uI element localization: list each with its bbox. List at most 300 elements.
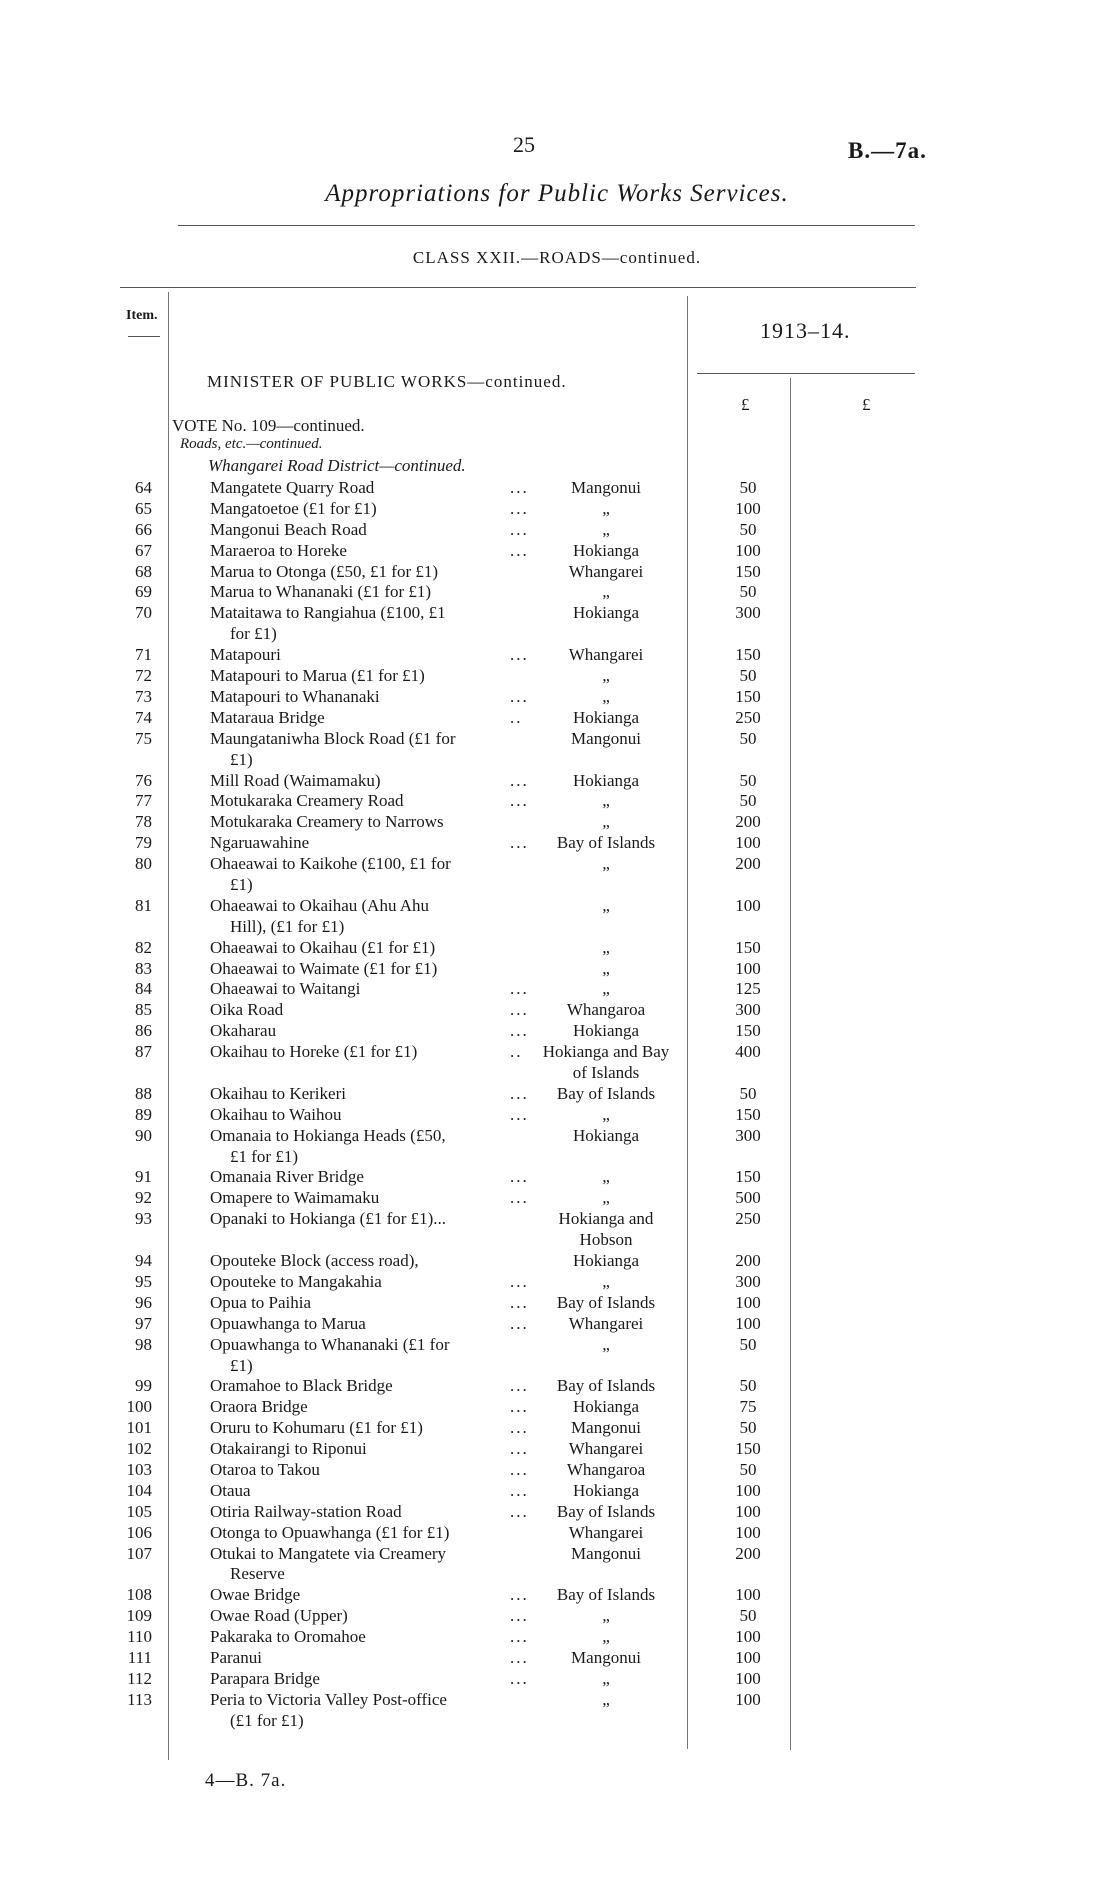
leader-dots: ... [510, 686, 529, 706]
amount-value: 100 [735, 895, 761, 915]
amount-value: 50 [739, 1606, 757, 1626]
amount-value: 150 [735, 937, 761, 957]
item-number: 87 [135, 1042, 152, 1062]
item-number: 99 [135, 1376, 152, 1396]
leader-dots: ... [510, 1648, 529, 1668]
district-name: „ [602, 1334, 610, 1354]
item-number: 65 [135, 498, 152, 518]
leader-dots: ... [510, 791, 529, 811]
item-description: Mataraua Bridge .. [210, 707, 523, 727]
item-description: Marua to Otonga (£50, £1 for £1) [210, 561, 439, 581]
pound-column-1: £ [741, 395, 750, 414]
district-name: „ [602, 582, 610, 602]
item-number: 103 [126, 1459, 152, 1479]
item-description: Oraora Bridge ... [210, 1397, 529, 1417]
amount-value: 50 [739, 791, 757, 811]
district-subheading: Whangarei Road District—continued. [208, 456, 466, 475]
table-top-rule [120, 287, 916, 288]
item-number: 112 [127, 1668, 152, 1688]
table-row [0, 1439, 1114, 1460]
amount-value: 75 [739, 1397, 757, 1417]
table-row [0, 708, 1114, 729]
table-row [0, 1272, 1114, 1293]
amount-value: 100 [735, 540, 761, 560]
leader-dots: ... [510, 1627, 529, 1647]
table-row [0, 938, 1114, 959]
amount-value: 100 [735, 1648, 761, 1668]
item-number: 66 [135, 519, 152, 539]
district-name: „ [602, 1271, 610, 1291]
table-row [0, 520, 1114, 541]
district-name: „ [602, 979, 610, 999]
table-row [0, 582, 1114, 603]
amount-value: 300 [735, 1271, 761, 1291]
leader-dots: ... [510, 1167, 529, 1187]
table-row [0, 1188, 1114, 1209]
appropriation-table [0, 478, 1114, 1732]
amount-value: 500 [735, 1188, 761, 1208]
table-row [0, 1669, 1114, 1690]
item-description: Otakairangi to Riponui ... [210, 1439, 529, 1459]
district-name: Hokianga [572, 1480, 640, 1500]
leader-dots: ... [510, 1397, 529, 1417]
item-header-underline [128, 336, 160, 337]
item-description: Mangatoetoe (£1 for £1) ... [210, 498, 529, 518]
amount-value: 100 [735, 498, 761, 518]
amount-value: 200 [735, 1251, 761, 1271]
district-name: „ [602, 686, 610, 706]
district-name: Whangarei [568, 645, 644, 665]
amount-value: 100 [735, 1585, 761, 1605]
item-description: Ohaeawai to Okaihau (Ahu Ahu Hill), (£1 for £1) [210, 895, 430, 936]
item-description: Otukai to Mangatete via Creamery Reserve [210, 1543, 447, 1584]
item-number: 73 [135, 686, 152, 706]
leader-dots: ... [510, 1104, 529, 1124]
amount-value: 150 [735, 686, 761, 706]
item-number: 71 [135, 645, 152, 665]
leader-dots: ... [510, 1418, 529, 1438]
roads-subheading: Roads, etc.—continued. [180, 436, 323, 452]
amount-value: 150 [735, 1167, 761, 1187]
table-row [0, 1460, 1114, 1481]
table-row [0, 478, 1114, 499]
amount-value: 50 [739, 582, 757, 602]
item-number: 81 [135, 895, 152, 915]
item-description: Motukaraka Creamery to Narrows [210, 812, 444, 832]
item-number: 64 [135, 478, 152, 497]
amount-value: 250 [735, 1209, 761, 1229]
leader-dots: ... [510, 1188, 529, 1208]
district-name: „ [602, 895, 610, 915]
district-name: „ [602, 791, 610, 811]
table-row [0, 979, 1114, 1000]
leader-dots: .. [510, 1042, 523, 1062]
item-description: Ohaeawai to Waitangi ... [210, 979, 529, 999]
table-row [0, 1042, 1114, 1084]
leader-dots: ... [510, 645, 529, 665]
district-name: Hokianga [572, 707, 640, 727]
table-row [0, 1585, 1114, 1606]
table-row [0, 1544, 1114, 1586]
item-number: 68 [135, 561, 152, 581]
district-name: Bay of Islands [556, 1376, 656, 1396]
amount-value: 400 [735, 1042, 761, 1062]
amount-value: 200 [735, 1543, 761, 1563]
amount-value: 100 [735, 1292, 761, 1312]
district-name: Bay of Islands [556, 1292, 656, 1312]
leader-dots: ... [510, 1271, 529, 1291]
item-description: Okaihau to Waihou ... [210, 1104, 529, 1124]
item-description: Mataitawa to Rangiahua (£100, £1 for £1) [210, 603, 446, 644]
item-number: 108 [126, 1585, 152, 1605]
amount-value: 50 [739, 478, 757, 497]
item-number: 70 [135, 603, 152, 623]
item-description: Opouteke to Mangakahia ... [210, 1271, 529, 1291]
footer-signature: 4—B. 7a. [205, 1770, 287, 1791]
district-name: „ [602, 854, 610, 874]
item-description: Ohaeawai to Waimate (£1 for £1) [210, 958, 438, 978]
amount-value: 300 [735, 1125, 761, 1145]
item-description: Opouteke Block (access road), [210, 1251, 419, 1271]
leader-dots: ... [510, 1480, 529, 1500]
item-description: Omanaia River Bridge ... [210, 1167, 529, 1187]
amount-value: 100 [735, 1501, 761, 1521]
table-row [0, 1021, 1114, 1042]
leader-dots: ... [510, 1376, 529, 1396]
amount-value: 150 [735, 561, 761, 581]
item-number: 98 [135, 1334, 152, 1354]
item-number: 100 [126, 1397, 152, 1417]
item-description: Otiria Railway-station Road ... [210, 1501, 529, 1521]
amount-value: 50 [739, 519, 757, 539]
district-name: Hokianga and Hobson [558, 1209, 654, 1250]
item-description: Marua to Whananaki (£1 for £1) [210, 582, 432, 602]
item-number: 80 [135, 854, 152, 874]
table-row [0, 1335, 1114, 1377]
year-header-rule [697, 373, 915, 374]
leader-dots: ... [510, 1585, 529, 1605]
table-row [0, 1105, 1114, 1126]
district-name: Bay of Islands [556, 1501, 656, 1521]
district-name: Whangarei [568, 1439, 644, 1459]
table-row [0, 791, 1114, 812]
amount-value: 100 [735, 1668, 761, 1688]
amount-value: 50 [739, 666, 757, 686]
amount-value: 250 [735, 707, 761, 727]
item-description: Opua to Paihia ... [210, 1292, 529, 1312]
item-number: 69 [135, 582, 152, 602]
item-number: 84 [135, 979, 152, 999]
item-number: 96 [135, 1292, 152, 1312]
leader-dots: ... [510, 478, 529, 497]
amount-value: 125 [735, 979, 761, 999]
item-description: Oika Road ... [210, 1000, 529, 1020]
item-description: Okaihau to Kerikeri ... [210, 1083, 529, 1103]
table-row [0, 1648, 1114, 1669]
page-number: 25 [513, 132, 535, 157]
pound-column-2: £ [862, 395, 871, 414]
item-description: Ohaeawai to Okaihau (£1 for £1) [210, 937, 436, 957]
table-row [0, 1627, 1114, 1648]
year-column-header: 1913–14. [760, 318, 851, 343]
leader-dots: ... [510, 1313, 529, 1333]
table-row [0, 771, 1114, 792]
district-name: „ [602, 519, 610, 539]
item-number: 110 [127, 1627, 152, 1647]
table-row [0, 1523, 1114, 1544]
item-description: Okaihau to Horeke (£1 for £1) .. [210, 1042, 523, 1062]
table-row [0, 603, 1114, 645]
amount-value: 150 [735, 645, 761, 665]
document-reference: B.—7a. [848, 138, 927, 163]
district-name: „ [602, 812, 610, 832]
table-row [0, 1084, 1114, 1105]
district-name: Hokianga [572, 1397, 640, 1417]
leader-dots: ... [510, 1083, 529, 1103]
leader-dots: ... [510, 979, 529, 999]
leader-dots: ... [510, 498, 529, 518]
table-row [0, 854, 1114, 896]
district-name: „ [602, 1668, 610, 1688]
district-name: „ [602, 1689, 610, 1709]
item-number: 92 [135, 1188, 152, 1208]
item-number: 101 [126, 1418, 152, 1438]
item-description: Oramahoe to Black Bridge ... [210, 1376, 529, 1396]
vote-heading: VOTE No. 109—continued. [172, 416, 365, 435]
table-row [0, 1376, 1114, 1397]
item-column-header: Item. [126, 308, 158, 323]
table-row [0, 1481, 1114, 1502]
item-number: 83 [135, 958, 152, 978]
amount-value: 150 [735, 1104, 761, 1124]
item-number: 76 [135, 770, 152, 790]
table-row [0, 729, 1114, 771]
item-description: Maraeroa to Horeke ... [210, 540, 529, 560]
leader-dots: ... [510, 1292, 529, 1312]
leader-dots: ... [510, 833, 529, 853]
item-number: 104 [126, 1480, 152, 1500]
district-name: „ [602, 666, 610, 686]
table-row [0, 541, 1114, 562]
amount-value: 200 [735, 854, 761, 874]
item-description: Maungataniwha Block Road (£1 for £1) [210, 728, 456, 769]
district-name: Hokianga [572, 770, 640, 790]
item-description: Owae Road (Upper) ... [210, 1606, 529, 1626]
table-row [0, 1251, 1114, 1272]
item-number: 75 [135, 728, 152, 748]
item-description: Paranui ... [210, 1648, 529, 1668]
district-name: Whangarei [568, 1313, 644, 1333]
amount-value: 150 [735, 1021, 761, 1041]
district-name: „ [602, 937, 610, 957]
title-rule [178, 225, 915, 226]
item-number: 111 [127, 1648, 152, 1668]
leader-dots: .. [510, 707, 523, 727]
amount-value: 100 [735, 833, 761, 853]
item-description: Opuawhanga to Marua ... [210, 1313, 529, 1333]
leader-dots: ... [510, 540, 529, 560]
item-number: 109 [126, 1606, 152, 1626]
item-number: 82 [135, 937, 152, 957]
item-number: 72 [135, 666, 152, 686]
item-number: 105 [126, 1501, 152, 1521]
item-number: 88 [135, 1083, 152, 1103]
district-name: Mangonui [571, 728, 641, 748]
table-row [0, 1690, 1114, 1732]
item-number: 107 [126, 1543, 152, 1563]
table-row [0, 1126, 1114, 1168]
district-name: Bay of Islands [556, 1083, 656, 1103]
item-number: 106 [126, 1522, 152, 1542]
district-name: „ [602, 1188, 610, 1208]
table-row [0, 1209, 1114, 1251]
district-name: Bay of Islands [556, 833, 656, 853]
leader-dots: ... [510, 1021, 529, 1041]
table-row [0, 687, 1114, 708]
item-description: Matapouri to Marua (£1 for £1) [210, 666, 425, 686]
leader-dots: ... [510, 1459, 529, 1479]
amount-value: 100 [735, 1313, 761, 1333]
table-row [0, 1397, 1114, 1418]
district-name: Hokianga [572, 1125, 640, 1145]
item-number: 74 [135, 707, 152, 727]
item-description: Omanaia to Hokianga Heads (£50, £1 for £1) [210, 1125, 446, 1166]
item-description: Ohaeawai to Kaikohe (£100, £1 for £1) [210, 854, 451, 894]
item-description: Owae Bridge ... [210, 1585, 529, 1605]
item-description: Pakaraka to Oromahoe ... [210, 1627, 529, 1647]
item-number: 86 [135, 1021, 152, 1041]
page-title: Appropriations for Public Works Services. [325, 180, 789, 207]
item-number: 79 [135, 833, 152, 853]
table-row [0, 645, 1114, 666]
district-name: Mangonui [571, 1648, 641, 1668]
item-number: 85 [135, 1000, 152, 1020]
district-name: Hokianga [572, 540, 640, 560]
item-description: Mangonui Beach Road ... [210, 519, 529, 539]
table-row [0, 833, 1114, 854]
amount-value: 100 [735, 958, 761, 978]
item-description: Omapere to Waimamaku ... [210, 1188, 529, 1208]
leader-dots: ... [510, 1000, 529, 1020]
amount-value: 150 [735, 1439, 761, 1459]
item-description: Otonga to Opuawhanga (£1 for £1) [210, 1522, 450, 1542]
table-row [0, 1293, 1114, 1314]
amount-value: 50 [739, 1459, 757, 1479]
table-row [0, 1418, 1114, 1439]
amount-value: 50 [739, 1418, 757, 1438]
item-number: 102 [126, 1439, 152, 1459]
item-number: 94 [135, 1251, 152, 1271]
item-description: Motukaraka Creamery Road ... [210, 791, 529, 811]
item-number: 97 [135, 1313, 152, 1333]
leader-dots: ... [510, 1668, 529, 1688]
district-name: „ [602, 1167, 610, 1187]
amount-value: 300 [735, 603, 761, 623]
item-description: Matapouri ... [210, 645, 529, 665]
leader-dots: ... [510, 770, 529, 790]
amount-value: 50 [739, 770, 757, 790]
district-name: Mangonui [571, 1418, 641, 1438]
leader-dots: ... [510, 1606, 529, 1626]
item-description: Peria to Victoria Valley Post-office (£1 for £1) [210, 1689, 447, 1730]
item-description: Okaharau ... [210, 1021, 529, 1041]
class-heading: CLASS XXII.—ROADS—continued. [412, 248, 702, 267]
table-row [0, 499, 1114, 520]
district-name: Hokianga [572, 1021, 640, 1041]
table-row [0, 666, 1114, 687]
district-name: Bay of Islands [556, 1585, 656, 1605]
item-description: Mill Road (Waimamaku) ... [210, 770, 529, 790]
table-row [0, 1606, 1114, 1627]
item-number: 93 [135, 1209, 152, 1229]
table-row [0, 1314, 1114, 1335]
minister-heading: MINISTER OF PUBLIC WORKS—continued. [207, 372, 567, 391]
amount-value: 100 [735, 1689, 761, 1709]
district-name: Whangaroa [566, 1459, 646, 1479]
table-row [0, 1502, 1114, 1523]
amount-value: 300 [735, 1000, 761, 1020]
district-name: Whangarei [568, 561, 644, 581]
amount-value: 100 [735, 1522, 761, 1542]
item-number: 67 [135, 540, 152, 560]
item-number: 77 [135, 791, 152, 811]
leader-dots: ... [510, 1439, 529, 1459]
item-description: Mangatete Quarry Road ... [210, 478, 529, 497]
district-name: Whangarei [568, 1522, 644, 1542]
item-description: Opuawhanga to Whananaki (£1 for £1) [210, 1334, 450, 1375]
amount-value: 100 [735, 1627, 761, 1647]
district-name: Hokianga [572, 1251, 640, 1271]
district-name: Whangaroa [566, 1000, 646, 1020]
district-name: Hokianga and Bay of Islands [542, 1042, 670, 1083]
leader-dots: ... [510, 1501, 529, 1521]
amount-value: 50 [739, 1376, 757, 1396]
district-name: Mangonui [571, 1543, 641, 1563]
amount-value: 100 [735, 1480, 761, 1500]
item-description: Opanaki to Hokianga (£1 for £1)... [210, 1209, 447, 1229]
item-description: Matapouri to Whananaki ... [210, 686, 529, 706]
district-name: „ [602, 1606, 610, 1626]
table-row [0, 1167, 1114, 1188]
item-number: 95 [135, 1271, 152, 1291]
item-description: Oruru to Kohumaru (£1 for £1) ... [210, 1418, 529, 1438]
amount-value: 50 [739, 1083, 757, 1103]
item-number: 91 [135, 1167, 152, 1187]
item-description: Otaroa to Takou ... [210, 1459, 529, 1479]
district-name: „ [602, 958, 610, 978]
item-number: 78 [135, 812, 152, 832]
district-name: Hokianga [572, 603, 640, 623]
table-row [0, 959, 1114, 980]
item-description: Parapara Bridge ... [210, 1668, 529, 1688]
item-number: 90 [135, 1125, 152, 1145]
item-number: 113 [127, 1689, 152, 1709]
table-row [0, 896, 1114, 938]
item-number: 89 [135, 1104, 152, 1124]
amount-value: 50 [739, 1334, 757, 1354]
amount-value: 50 [739, 728, 757, 748]
district-name: „ [602, 1104, 610, 1124]
table-row [0, 812, 1114, 833]
item-description: Otaua ... [210, 1480, 529, 1500]
table-row [0, 562, 1114, 583]
amount-value: 200 [735, 812, 761, 832]
district-name: Mangonui [571, 478, 641, 497]
table-row [0, 1000, 1114, 1021]
district-name: „ [602, 1627, 610, 1647]
leader-dots: ... [510, 519, 529, 539]
item-description: Ngaruawahine ... [210, 833, 529, 853]
